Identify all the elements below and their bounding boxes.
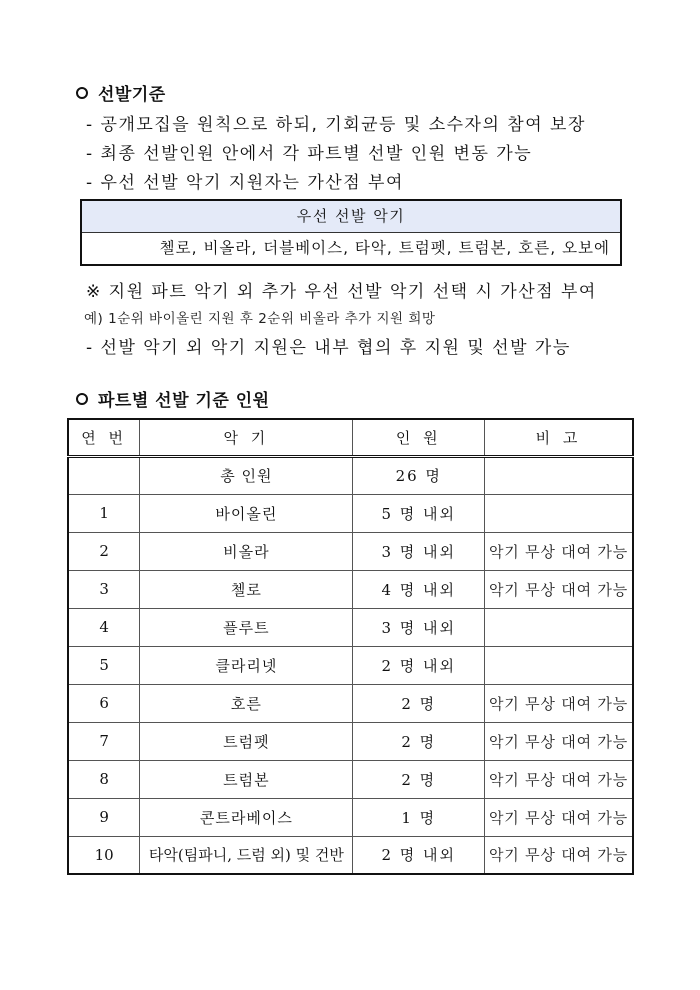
cell-count: 2 명 (353, 722, 485, 760)
table-row (68, 532, 633, 570)
cell-note (485, 608, 633, 646)
cell-instrument: 콘트라베이스 (140, 798, 353, 836)
table-row (68, 684, 633, 722)
cell-instrument: 트럼펫 (140, 722, 353, 760)
cell-note: 악기 무상 대여 가능 (485, 722, 633, 760)
cell-no: 4 (68, 608, 140, 646)
cell-count: 3 명 내외 (353, 608, 485, 646)
cell-instrument: 플루트 (140, 608, 353, 646)
cell-note (485, 494, 633, 532)
cell-instrument: 클라리넷 (140, 646, 353, 684)
header-note: 비 고 (485, 419, 633, 456)
table-row (68, 760, 633, 798)
section-title-parts (76, 386, 270, 411)
cell-count: 2 명 내외 (353, 646, 485, 684)
priority-instruments-box (80, 199, 622, 266)
priority-box-header: 우선 선발 악기 (82, 201, 620, 233)
cell-note: 악기 무상 대여 가능 (485, 760, 633, 798)
cell-note: 악기 무상 대여 가능 (485, 798, 633, 836)
cell-count: 5 명 내외 (353, 494, 485, 532)
table-row (68, 646, 633, 684)
cell-no: 6 (68, 684, 140, 722)
parts-table (67, 418, 634, 875)
priority-box-instruments: 첼로, 비올라, 더블베이스, 타악, 트럼펫, 트럼본, 호른, 오보에 (159, 239, 610, 257)
cell-note: 악기 무상 대여 가능 (485, 836, 633, 874)
cell-instrument: 바이올린 (140, 494, 353, 532)
criteria-item-2: - 최종 선발인원 안에서 각 파트별 선발 인원 변동 가능 (86, 144, 533, 164)
cell-no: 3 (68, 570, 140, 608)
header-count: 인 원 (353, 419, 485, 456)
cell-note: 악기 무상 대여 가능 (485, 532, 633, 570)
table-row (68, 608, 633, 646)
cell-note (485, 456, 633, 494)
cell-instrument: 타악(팀파니, 드럼 외) 및 건반 (140, 836, 353, 874)
section-title-selection-criteria (76, 80, 166, 105)
header-instrument: 악 기 (140, 419, 353, 456)
cell-instrument: 총 인원 (140, 456, 353, 494)
cell-no: 7 (68, 722, 140, 760)
cell-no (68, 456, 140, 494)
criteria-item-3: - 우선 선발 악기 지원자는 가산점 부여 (86, 173, 404, 193)
cell-no: 10 (68, 836, 140, 874)
cell-no: 1 (68, 494, 140, 532)
table-row (68, 836, 633, 874)
cell-no: 2 (68, 532, 140, 570)
table-row (68, 798, 633, 836)
criteria-item-1: - 공개모집을 원칙으로 하되, 기회균등 및 소수자의 참여 보장 (86, 115, 586, 135)
cell-no: 9 (68, 798, 140, 836)
cell-note: 악기 무상 대여 가능 (485, 684, 633, 722)
cell-instrument: 첼로 (140, 570, 353, 608)
cell-count: 2 명 내외 (353, 836, 485, 874)
cell-no: 8 (68, 760, 140, 798)
criteria-item-extra: - 선발 악기 외 악기 지원은 내부 협의 후 지원 및 선발 가능 (86, 338, 571, 358)
circle-bullet-icon (76, 87, 88, 99)
cell-count: 3 명 내외 (353, 532, 485, 570)
table-row (68, 570, 633, 608)
cell-count: 2 명 (353, 760, 485, 798)
header-no: 연 번 (68, 419, 140, 456)
cell-instrument: 트럼본 (140, 760, 353, 798)
cell-count: 4 명 내외 (353, 570, 485, 608)
cell-count: 1 명 (353, 798, 485, 836)
cell-no: 5 (68, 646, 140, 684)
table-header-row (68, 419, 633, 456)
circle-bullet-icon (76, 393, 88, 405)
cell-note (485, 646, 633, 684)
bonus-note: ※ 지원 파트 악기 외 추가 우선 선발 악기 선택 시 가산점 부여 (86, 282, 597, 302)
table-row (68, 494, 633, 532)
table-row (68, 722, 633, 760)
cell-count: 2 명 (353, 684, 485, 722)
example-note: 예) 1순위 바이올린 지원 후 2순위 비올라 추가 지원 희망 (84, 311, 436, 327)
section-title-text: 파트별 선발 기준 인원 (98, 391, 270, 411)
cell-instrument: 호른 (140, 684, 353, 722)
cell-instrument: 비올라 (140, 532, 353, 570)
table-row-total (68, 456, 633, 494)
cell-note: 악기 무상 대여 가능 (485, 570, 633, 608)
cell-count: 26 명 (353, 456, 485, 494)
section-title-text: 선발기준 (98, 85, 166, 105)
